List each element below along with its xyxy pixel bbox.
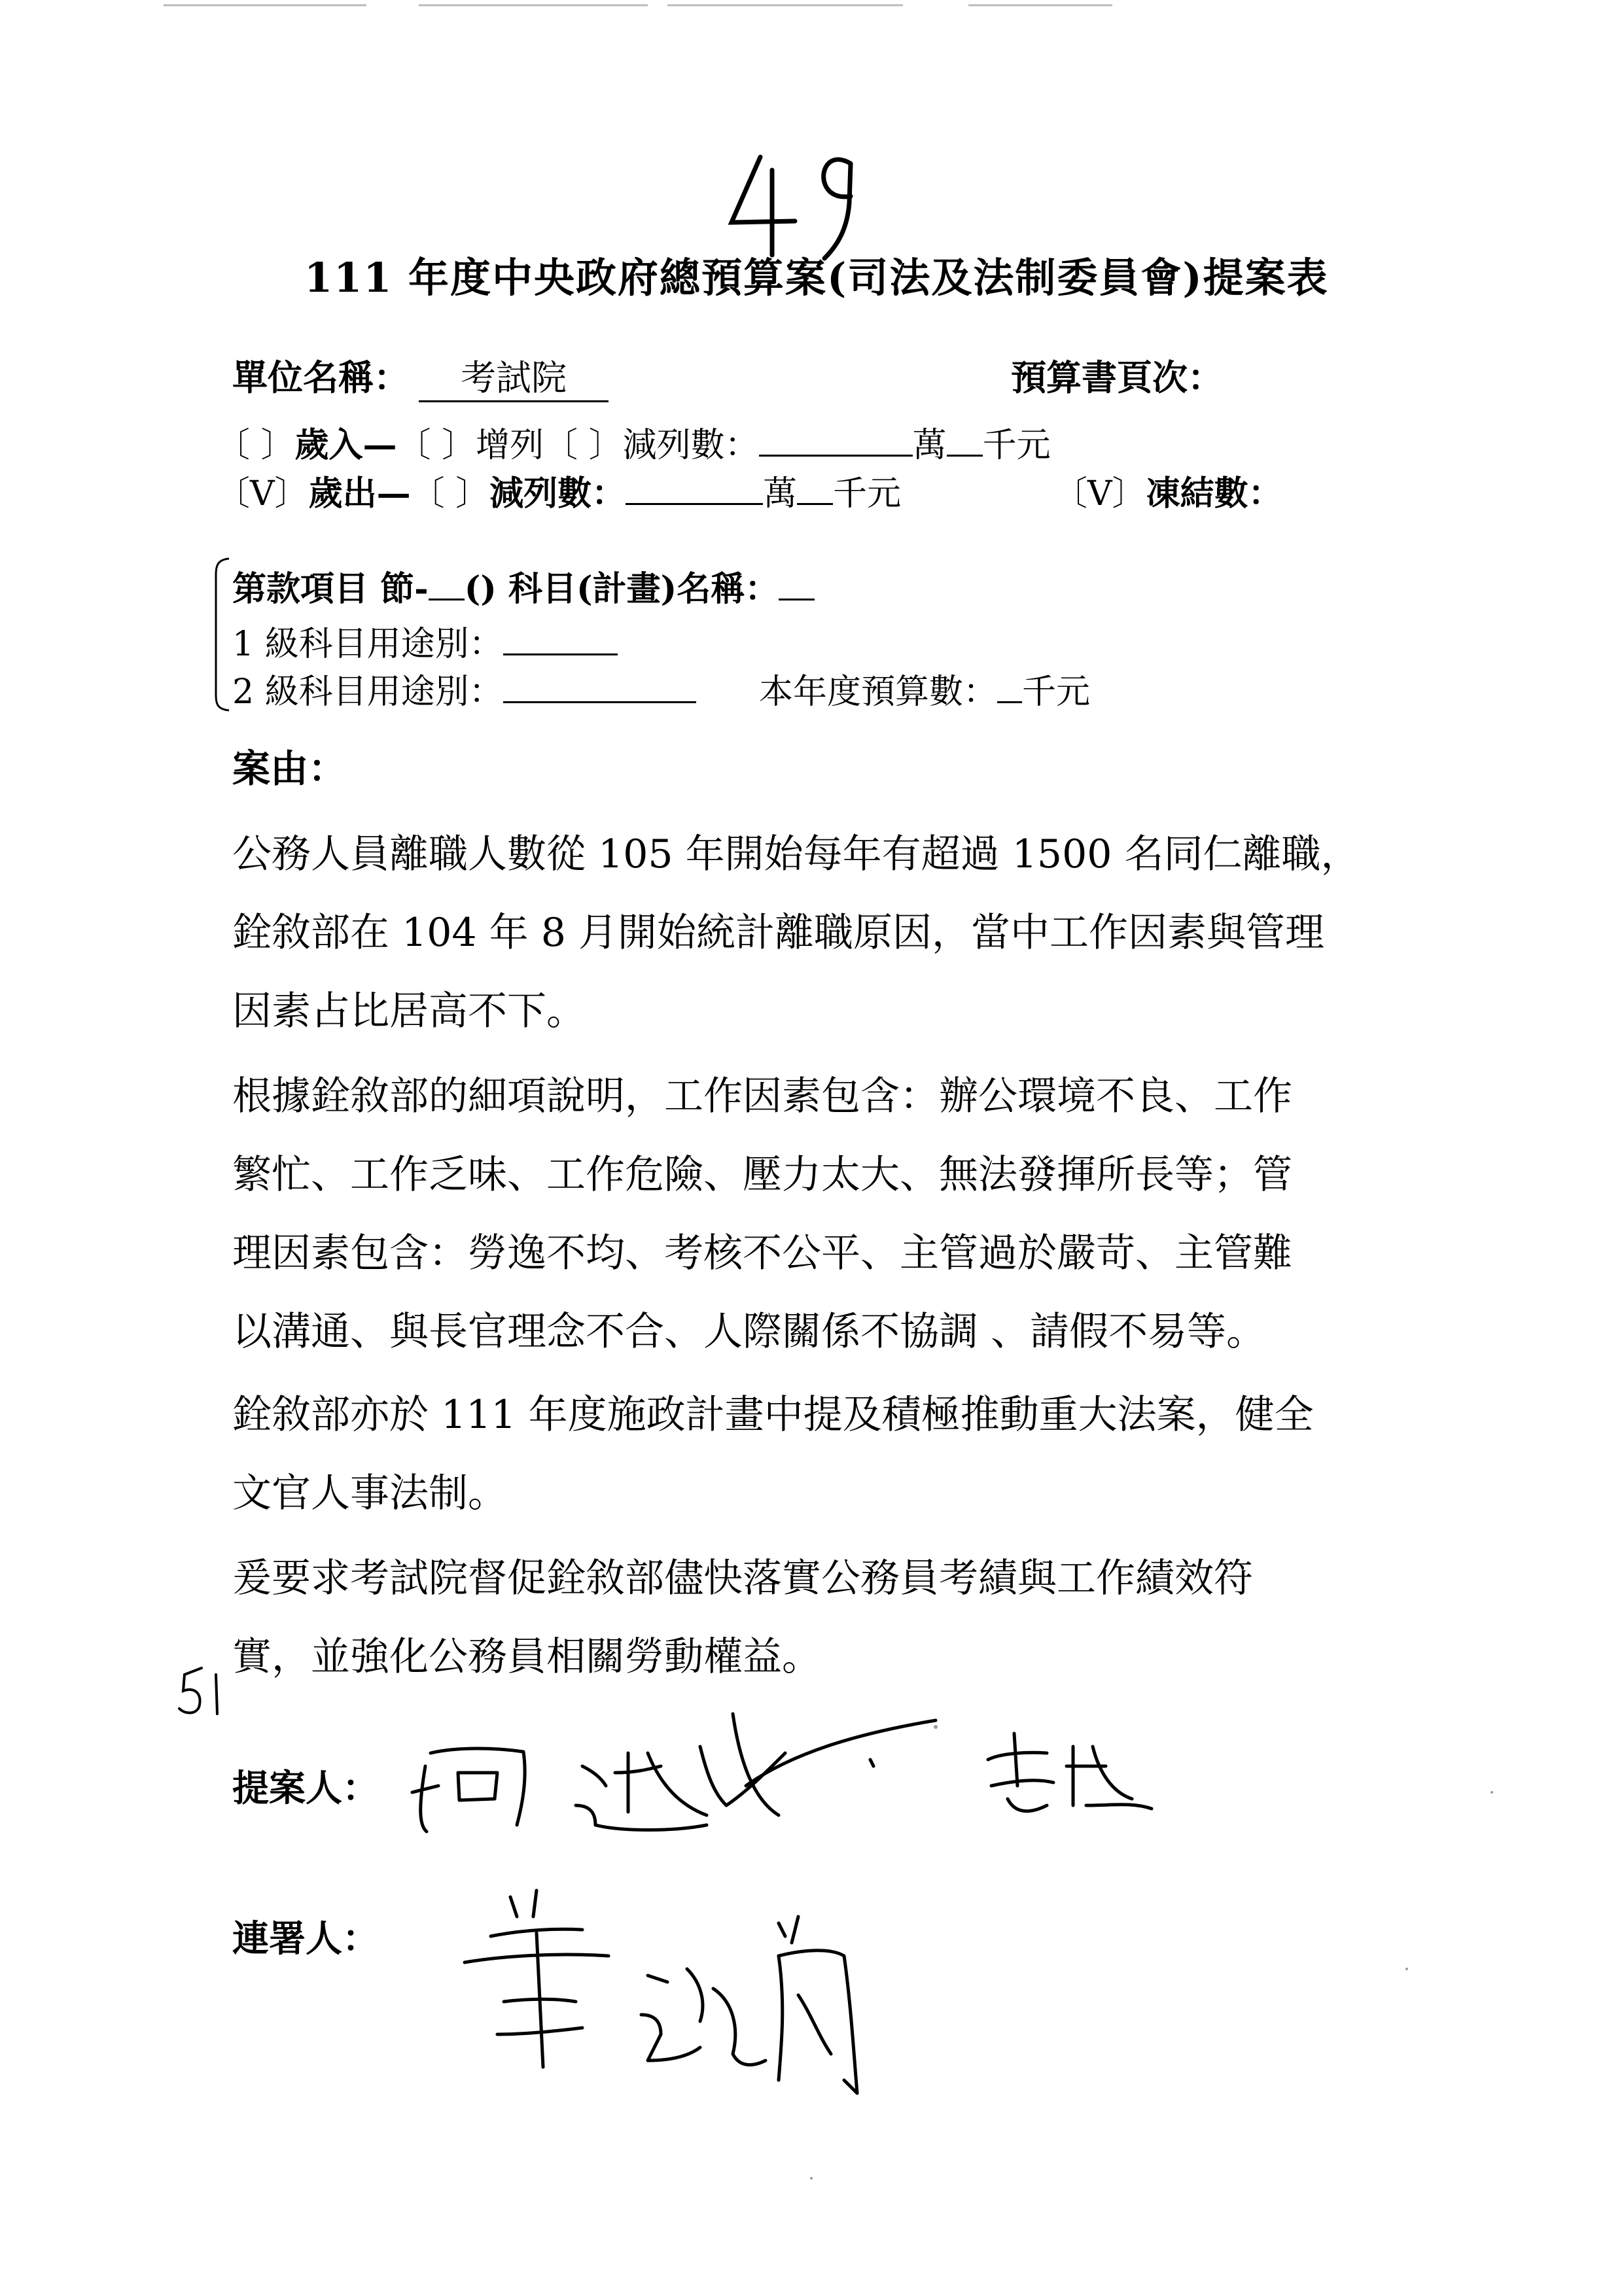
reason-line: 銓敘部在 104 年 8 月開始統計離職原因，當中工作因素與管理 <box>232 910 1324 956</box>
cosigner-label: 連署人： <box>232 1917 379 1960</box>
freeze-checkbox[interactable]: 〔V〕 <box>1053 474 1146 513</box>
revenue-add-label: 增列 <box>476 426 544 465</box>
item-section-label: 第款項目 節- <box>232 569 429 609</box>
revenue-label: 歲入— <box>294 425 397 465</box>
expense-wan-unit: 萬 <box>763 474 798 513</box>
freeze-label: 凍結數： <box>1146 474 1282 513</box>
reason-line: 爰要求考試院督促銓敘部儘快落實公務員考績與工作績效符 <box>232 1556 1253 1601</box>
level1-label: 1 級科目用途別： <box>232 625 503 664</box>
reason-label: 案由： <box>232 746 347 791</box>
reason-line: 實，並強化公務員相關勞動權益。 <box>232 1634 821 1680</box>
revenue-qian-unit: 千元 <box>982 426 1051 465</box>
reason-line: 根據銓敘部的細項說明，工作因素包含：辦公環境不良、工作 <box>232 1073 1292 1119</box>
item-name-label: () 科目(計畫)名稱： <box>464 569 779 609</box>
revenue-add-checkbox[interactable]: 〔 〕 <box>397 426 476 465</box>
reason-line: 以溝通、與長官理念不合、人際關係不協調 、請假不易等。 <box>232 1309 1266 1355</box>
reason-line: 公務人員離職人數從 105 年開始每年有超過 1500 名同仁離職， <box>232 831 1360 877</box>
expense-cut-label: 減列數： <box>489 474 626 513</box>
expense-checkbox[interactable]: 〔V〕 <box>216 474 309 513</box>
reason-line: 因素占比居高不下。 <box>232 988 586 1034</box>
budget-page-label: 預算書頁次： <box>1011 357 1223 398</box>
budget-amount-unit: 千元 <box>1022 672 1091 712</box>
budget-amount-label: 本年度預算數： <box>759 672 998 712</box>
form-title: 111 年度中央政府總預算案(司法及法制委員會)提案表 <box>304 254 1329 302</box>
revenue-checkbox[interactable]: 〔 〕 <box>216 426 295 465</box>
reason-line: 銓敘部亦於 111 年度施政計畫中提及積極推動重大法案，健全 <box>232 1392 1314 1438</box>
unit-label: 單位名稱： <box>232 357 409 398</box>
revenue-cut-label: 減列數： <box>622 426 759 465</box>
expense-label: 歲出— <box>308 474 411 513</box>
reason-line: 繁忙、工作乏味、工作危險、壓力太大、無法發揮所長等；管 <box>232 1152 1292 1198</box>
expense-cut-checkbox[interactable]: 〔 〕 <box>410 474 490 513</box>
revenue-wan-unit: 萬 <box>912 426 947 465</box>
unit-value-text: 考試院 <box>461 357 567 398</box>
expense-qian-unit: 千元 <box>833 474 902 513</box>
reason-line: 理因素包含：勞逸不均、考核不公平、主管過於嚴苛、主管難 <box>232 1230 1292 1276</box>
level2-label: 2 級科目用途別： <box>232 672 503 712</box>
proposer-label: 提案人： <box>232 1767 379 1810</box>
revenue-cut-checkbox[interactable]: 〔 〕 <box>544 426 623 465</box>
reason-line: 文官人事法制。 <box>232 1470 507 1516</box>
